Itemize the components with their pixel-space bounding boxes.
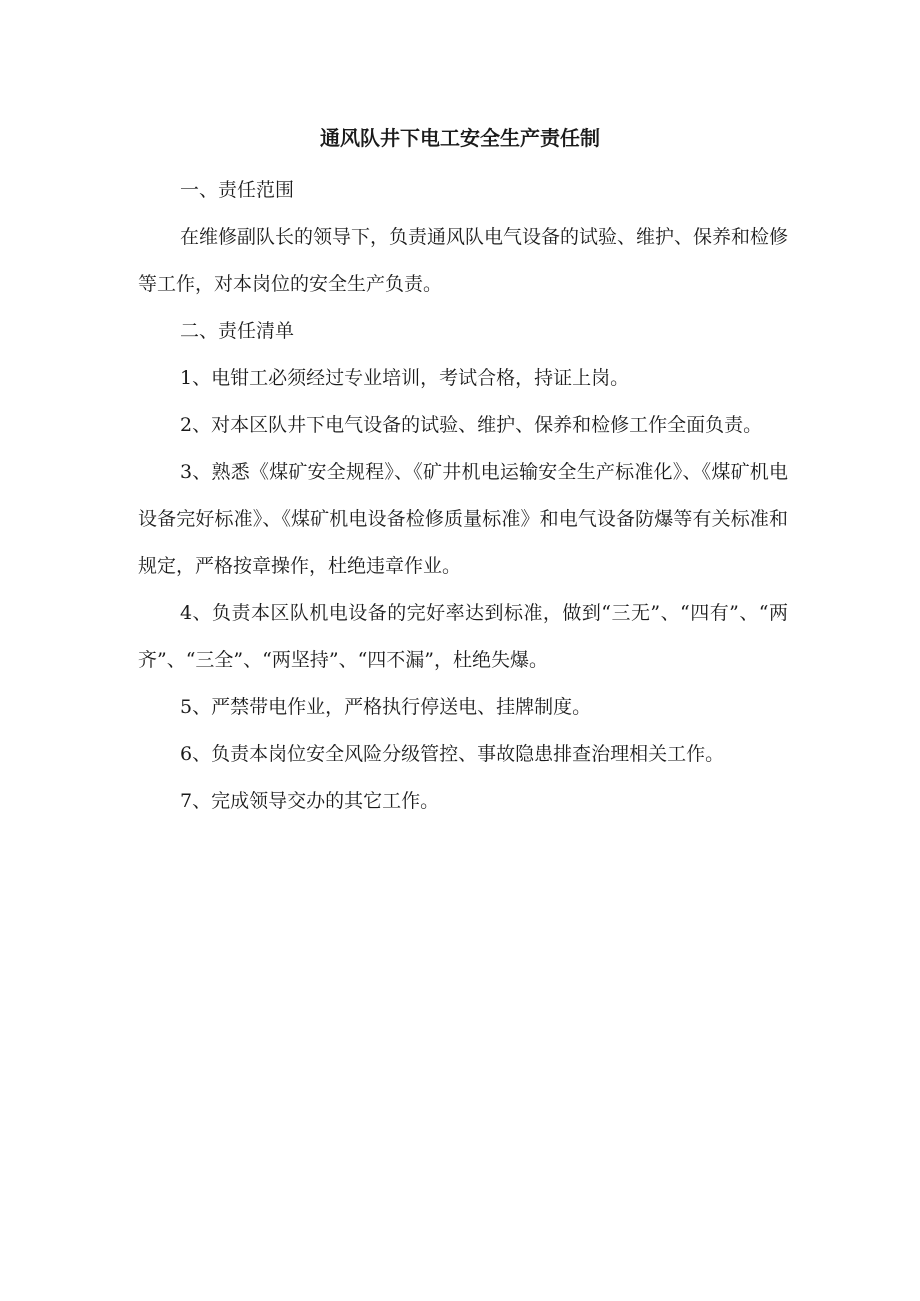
- list-item-5: 5、严禁带电作业，严格执行停送电、挂牌制度。: [180, 696, 592, 718]
- list-item-3: 3、熟悉《煤矿安全规程》、《矿井机电运输安全生产标准化》、《煤矿机电设备完好标准》、《煤矿机电设备检修质量标准》和电气设备防爆等有关标准和规定，严格按章操作，杜绝违章作业。: [138, 461, 788, 577]
- list-item-2: 2、对本区队井下电气设备的试验、维护、保养和检修工作全面负责。: [180, 414, 763, 436]
- list-item-6: 6、负责本岗位安全风险分级管控、事故隐患排查治理相关工作。: [180, 743, 725, 765]
- section-heading-list: 二、责任清单: [180, 320, 295, 342]
- list-item-1: 1、电钳工必须经过专业培训，考试合格，持证上岗。: [180, 367, 630, 389]
- section-heading-scope: 一、责任范围: [180, 179, 295, 201]
- list-item-7: 7、完成领导交办的其它工作。: [180, 790, 440, 812]
- document-title: 通风队井下电工安全生产责任制: [320, 126, 600, 150]
- scope-paragraph: 在维修副队长的领导下，负责通风队电气设备的试验、维护、保养和检修等工作，对本岗位的安全生产负责。: [138, 226, 789, 295]
- list-item-4: 4、负责本区队机电设备的完好率达到标准，做到“三无”、“四有”、“两齐”、“三全”、“两坚持”、“四不漏”，杜绝失爆。: [138, 602, 788, 671]
- document-body: [138, 167, 788, 825]
